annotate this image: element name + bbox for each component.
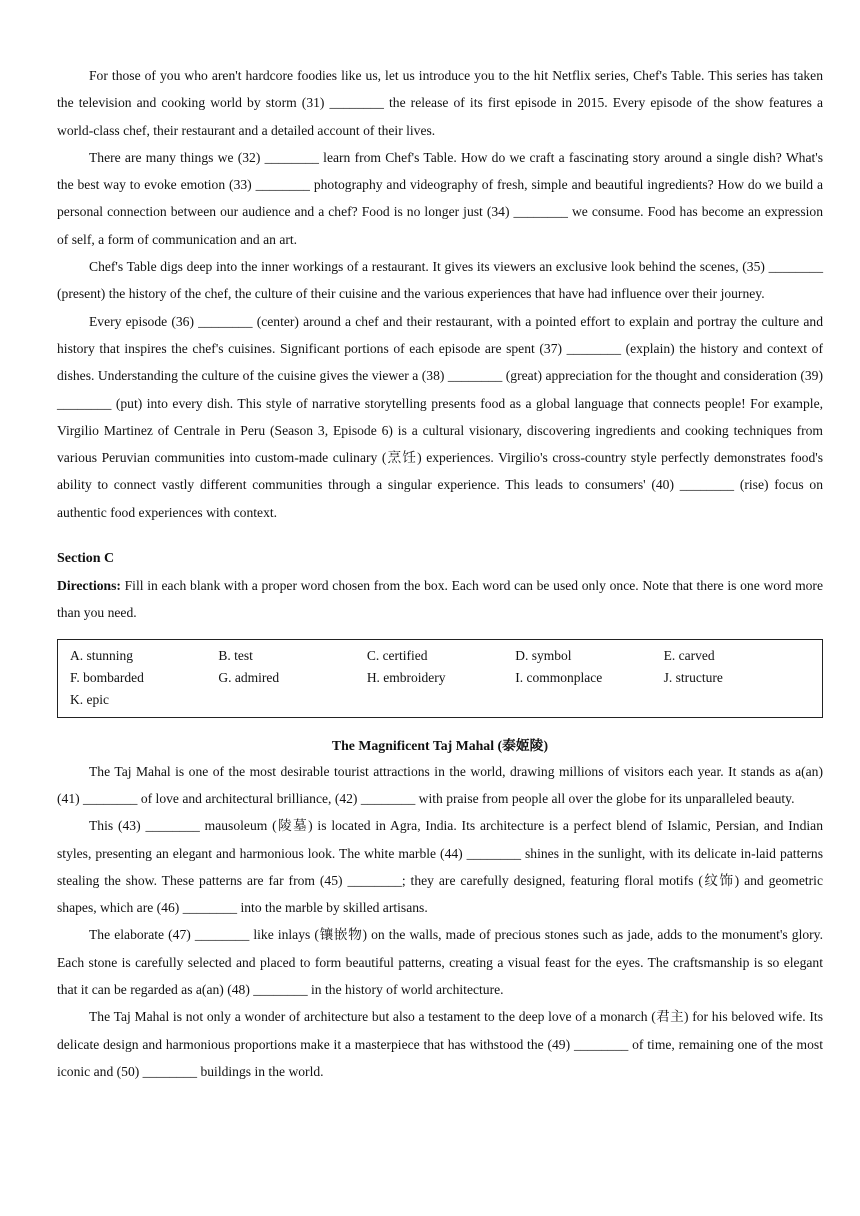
word-box-row [70, 645, 812, 667]
word-option: K. epic [70, 691, 109, 707]
directions-label: Directions: [57, 578, 121, 594]
word-option: C. certified [366, 647, 428, 663]
word-option: H. embroidery [366, 669, 446, 685]
word-box-row [70, 689, 812, 711]
section-c-heading: Section C [57, 551, 115, 567]
passage-c-paragraph-2: This (43) ________ mausoleum (陵墓) is located in Agra, India. Its architecture is a perfect blend of Islamic, Persian, and Indian styles, presenting an elegant and harmonious look. The white marble (44) ________ shines in the sunlight, with its delicate in-laid patterns stealing the show. These patterns are far from (45) ________; they are carefully designed, featuring floral motifs (纹饰) and geometric shapes, which are (46) ________ into the marble by skilled artisans. [57, 818, 823, 916]
word-box [57, 639, 823, 718]
passage-c-title: The Magnificent Taj Mahal (泰姬陵) [331, 737, 549, 753]
word-option: G. admired [218, 669, 280, 685]
word-box-row [70, 667, 812, 689]
word-option: E. carved [663, 647, 715, 663]
passage-c-paragraph-4: The Taj Mahal is not only a wonder of architecture but also a testament to the deep love of a monarch (君主) for his beloved wife. Its delicate design and harmonious proportions make it a masterpiece that has withstood the (49) ________ of time, remaining one of the most iconic and (50) ________ buildings in the world. [57, 1009, 823, 1079]
passage-b-paragraph-2: There are many things we (32) ________ learn from Chef's Table. How do we craft a fascinating story around a single dish? What's the best way to evoke emotion (33) ________ photography and videography of fresh, simple and beautiful ingredients? How do we build a personal connection between our audience and a chef? Food is no longer just (34) ________ we consume. Food has become an expression of self, a form of communication and an art. [57, 149, 823, 247]
passage-b-paragraph-3: Chef's Table digs deep into the inner workings of a restaurant. It gives its viewers an exclusive look behind the scenes, (35) ________ (present) the history of the chef, the culture of their cuisine and the various experiences that have had influence over their journey. [57, 259, 823, 302]
passage-b-paragraph-1: For those of you who aren't hardcore foodies like us, let us introduce you to the hit Netflix series, Chef's Table. This series has taken the television and cooking world by storm (31) ________ the release of its first episode in 2015. Every episode of the show features a world-class chef, their restaurant and a detailed account of their lives. [57, 68, 823, 138]
word-option: J. structure [663, 669, 723, 685]
passage-c-paragraph-1: The Taj Mahal is one of the most desirable tourist attractions in the world, drawing millions of visitors each year. It stands as a(an) (41) ________ of love and architectural brilliance, (42) ________ with praise from people all over the globe for its unparalleled beauty. [57, 763, 823, 806]
word-option: I. commonplace [515, 669, 603, 685]
passage-c-paragraph-3: The elaborate (47) ________ like inlays (镶嵌物) on the walls, made of precious stones such as jade, adds to the monument's glory. Each stone is carefully selected and placed to form beautiful patterns, creating a visual feast for the eyes. The craftsmanship is so elegant that it can be regarded as a(an) (48) ________ in the history of world architecture. [57, 927, 823, 998]
exam-page [57, 62, 823, 1085]
passage-b-paragraph-4: Every episode (36) ________ (center) around a chef and their restaurant, with a pointed effort to explain and portray the culture and history that inspires the chef's cuisines. Significant portions of each episode are spent (37) ________ (explain) the history and context of dishes. Understanding the culture of the cuisine gives the viewer a (38) ________ (great) appreciation for the thought and consideration (39) ________ (put) into every dish. This style of narrative storytelling presents food as a global language that connects people! For example, Virgilio Martinez of Centrale in Peru (Season 3, Episode 6) is a cultural visionary, discovering ingredients and cooking techniques from various Peruvian communities into custom-made culinary (烹饪) experiences. Virgilio's cross-country style perfectly demonstrates food's ability to connect vastly different communities through a singular experience. This leads to consumers' (40) ________ (rise) focus on authentic food experiences with context. [57, 313, 823, 520]
directions-text: Fill in each blank with a proper word chosen from the box. Each word can be used only once. Note that there is one word more than you need. [57, 578, 823, 621]
word-option: D. symbol [515, 647, 572, 663]
word-option: B. test [218, 647, 253, 663]
word-option: F. bombarded [70, 669, 144, 685]
section-c-directions [57, 572, 823, 627]
word-option: A. stunning [70, 647, 134, 663]
